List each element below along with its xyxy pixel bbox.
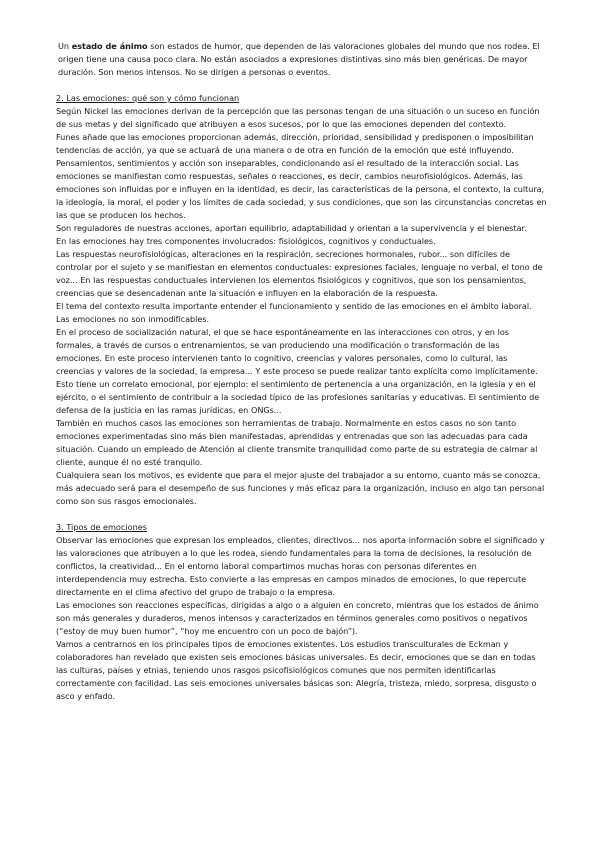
intro-paragraph	[56, 40, 547, 79]
section-3-paragraph: Las emociones son reacciones específicas, dirigidas a algo o a alguien en concreto, mientras que los estados de ánimo son más generales y duraderos, menos intensos y caracterizados en términos generales como positivos o negativos (“estoy de muy buen humor”, “hoy me encuentro con un poco de bajón”).	[56, 600, 539, 636]
section-2-paragraph: Funes añade que las emociones proporcionan además, dirección, prioridad, sensibilidad y predisponen o imposibilitan tendencias de acción, ya que se actuará de una manera o de otra en función de la emoción que esté influyendo.	[56, 132, 534, 155]
section-2-paragraph: También en muchos casos las emociones son herramientas de trabajo. Normalmente en estos casos no son tanto emociones experimentadas sino más bien manifestadas, aprendidas y entrenadas que son las adecuadas para cada situación. Cuando un empleado de Atención al cliente transmite tranquilidad como parte de su estrategia de calmar al cliente, aunque él no esté tranquilo.	[56, 418, 538, 467]
section-2-heading: 2. Las emociones: qué son y cómo funcionan	[56, 93, 240, 103]
section-3-paragraph: Vamos a centrarnos en los principales tipos de emociones existentes. Los estudios transculturales de Eckman y colaboradores han revelado que existen seis emociones básicas universales. Es decir, emociones que se dan en todas las culturas, países y etnias, teniendo unos rasgos psicofisiológicos comunes que nos permiten identificarlas correctamente con facilidad. Las seis emociones universales básicas son: Alegría, tristeza, miedo, sorpresa, disgusto o asco y enfado.	[56, 639, 537, 701]
section-2-paragraph: Las respuestas neurofisiológicas, alteraciones en la respiración, secreciones hormonales, rubor... son difíciles de controlar por el sujeto y se manifiestan en elementos conductuales: expresiones faciales, lenguaje no verbal, el tono de voz... En las respuestas conductuales intervienen los elementos fisiológicos y cognitivos, que son los pensamientos, creencias que se desencadenan ante la situación e influyen en la elaboración de la respuesta.	[56, 249, 543, 298]
section-3-paragraph: Observar las emociones que expresan los empleados, clientes, directivos... nos aporta información sobre el significado y las valoraciones que atribuyen a lo que les rodea, siendo fundamentales para la toma de decisiones, la resolución de conflictos, la creatividad... En el entorno laboral compartimos muchas horas con personas diferentes en interdependencia muy estrecha. Esto convierte a las empresas en campos minados de emociones, lo que repercute directamente en el clima afectivo del grupo de trabajo o la empresa.	[56, 535, 545, 597]
section-2-paragraph: Pensamientos, sentimientos y acción son inseparables, condicionando así el resultado de la interacción social. Las emociones se manifiestan como respuestas, señales o reacciones, es decir, cambios neurofisiológicos. Además, las emociones son influidas por e influyen en la identidad, es decir, las características de la persona, el contexto, la cultura, la ideología, la moral, el poder y los límites de cada sociedad, y sus condiciones, que son las circunstancias concretas en las que se producen los hechos.	[56, 158, 547, 220]
intro-term: estado de ánimo	[71, 41, 148, 51]
section-2-paragraph: En las emociones hay tres componentes involucrados: fisiológicos, cognitivos y conductuales.	[56, 236, 436, 246]
intro-lead: Un	[58, 41, 69, 51]
section-2-paragraph: Cualquiera sean los motivos, es evidente que para el mejor ajuste del trabajador a su entorno, cuanto más se conozca, más adecuado será para el desempeño de sus funciones y más eficaz para la organización, incluso en algo tan personal como son sus rasgos emocionales.	[56, 470, 545, 506]
intro-rest: son estados de humor, que dependen de las valoraciones globales del mundo que nos rodea. El origen tiene una causa poco clara. No están asociados a expresiones distintivas sino más bien genéricas. De mayor duración. Son menos intensos. No se dirigen a personas o eventos.	[58, 41, 540, 77]
section-2-paragraph: Son reguladores de nuestras acciones, aportan equilibrio, adaptabilidad y orientan a la supervivencia y el bienestar.	[56, 223, 527, 233]
section-2-paragraph: En el proceso de socialización natural, el que se hace espontáneamente en las interacciones con otros, y en los formales, a través de cursos o entrenamientos, se van produciendo una modificación o transformación de las emociones. En este proceso intervienen tanto lo cognitivo, creencias y valores personales, como lo cultural, las creencias y valores de la sociedad, la empresa... Y este proceso se puede realizar tanto explícita como implícitamente. Esto tiene un correlato emocional, por ejemplo: el sentimiento de pertenencia a una organización, en la iglesia y en el ejército, o el sentimiento de contribuir a la sociedad típico de las profesiones sanitarias y educativas. El sentimiento de defensa de la justicia en las ramas jurídicas, en ONGs...	[56, 327, 540, 415]
section-2-paragraph: Según Nickel las emociones derivan de la percepción que las personas tengan de una situación o un suceso en función de sus metas y del significado que atribuyen a esos sucesos, por lo que las emociones dependen del contexto.	[56, 106, 540, 129]
section-3-heading: 3. Tipos de emociones	[56, 522, 147, 532]
section-2-paragraph: El tema del contexto resulta importante entender el funcionamiento y sentido de las emociones en el ámbito laboral. Las emociones no son inmodificables.	[56, 301, 532, 324]
